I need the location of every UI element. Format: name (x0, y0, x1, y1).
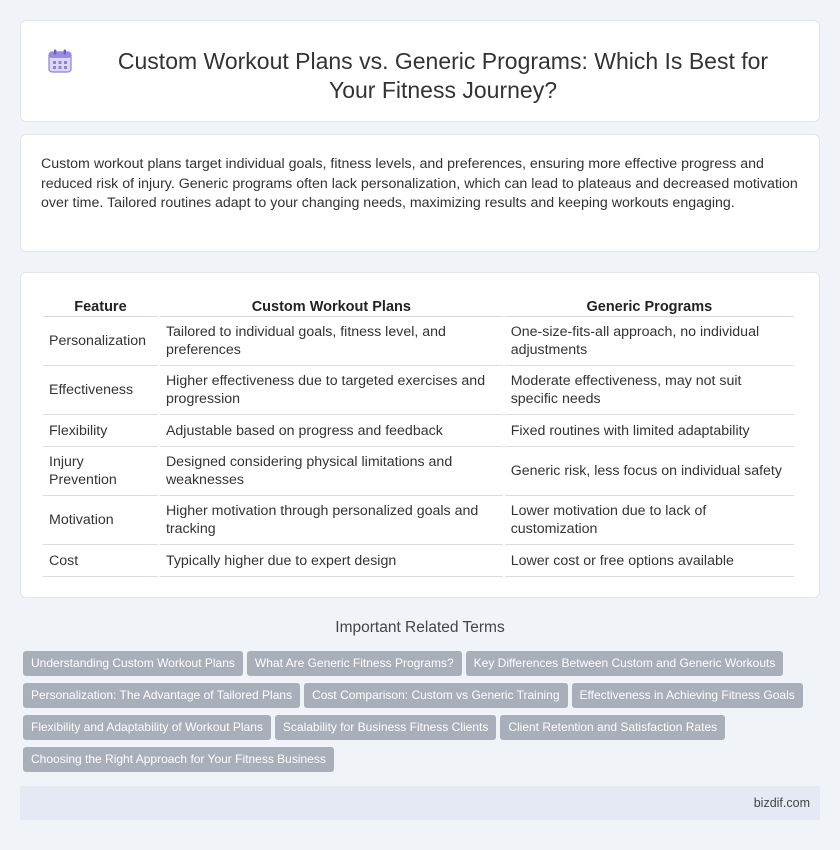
table-row (43, 415, 794, 447)
header-feature: Feature (43, 295, 158, 317)
header-custom: Custom Workout Plans (160, 295, 503, 317)
custom-cell: Tailored to individual goals, fitness level, and preferences (160, 317, 503, 366)
related-term-tag[interactable]: Client Retention and Satisfaction Rates (500, 715, 725, 740)
generic-cell: Fixed routines with limited adaptability (505, 415, 794, 447)
table-row (43, 545, 794, 577)
related-term-tag[interactable]: Key Differences Between Custom and Generic Workouts (466, 651, 784, 676)
intro-paragraph: Custom workout plans target individual goals, fitness levels, and preferences, ensuring more effective progress and reduced risk of injury. Generic programs often lack personalization, which can lead to plateaus and decreased motivation over time. Tailored routines adapt to your changing needs, maximizing results and keeping workouts engaging. (41, 156, 798, 211)
custom-cell: Higher effectiveness due to targeted exercises and progression (160, 366, 503, 415)
related-term-tag[interactable]: Scalability for Business Fitness Clients (275, 715, 496, 740)
related-terms-heading: Important Related Terms (335, 619, 505, 636)
custom-cell: Higher motivation through personalized goals and tracking (160, 496, 503, 545)
custom-cell: Typically higher due to expert design (160, 545, 503, 577)
table-row (43, 447, 794, 496)
table-header-row (43, 295, 794, 317)
related-term-tag[interactable]: Personalization: The Advantage of Tailored Plans (23, 683, 300, 708)
footer-site-link[interactable]: bizdif.com (753, 796, 810, 810)
feature-cell: Injury Prevention (43, 447, 158, 496)
comparison-table (41, 295, 796, 577)
custom-cell: Designed considering physical limitations and weaknesses (160, 447, 503, 496)
generic-cell: Moderate effectiveness, may not suit specific needs (505, 366, 794, 415)
generic-cell: One-size-fits-all approach, no individual adjustments (505, 317, 794, 366)
related-term-tag[interactable]: Flexibility and Adaptability of Workout Plans (23, 715, 271, 740)
related-term-tag[interactable]: Understanding Custom Workout Plans (23, 651, 243, 676)
related-term-tag[interactable]: Cost Comparison: Custom vs Generic Training (304, 683, 567, 708)
header-generic: Generic Programs (505, 295, 794, 317)
calendar-icon (47, 48, 73, 74)
generic-cell: Lower motivation due to lack of customization (505, 496, 794, 545)
related-term-tag[interactable]: Effectiveness in Achieving Fitness Goals (572, 683, 803, 708)
feature-cell: Cost (43, 545, 158, 577)
related-term-tag[interactable]: Choosing the Right Approach for Your Fitness Business (23, 747, 334, 772)
table-row (43, 496, 794, 545)
related-term-tag[interactable]: What Are Generic Fitness Programs? (247, 651, 462, 676)
related-terms-list (23, 651, 823, 779)
feature-cell: Effectiveness (43, 366, 158, 415)
footer (20, 786, 820, 820)
intro-card (20, 134, 820, 252)
generic-cell: Lower cost or free options available (505, 545, 794, 577)
page-title: Custom Workout Plans vs. Generic Programs: Which Is Best for Your Fitness Journey? (117, 48, 769, 103)
custom-cell: Adjustable based on progress and feedback (160, 415, 503, 447)
feature-cell: Personalization (43, 317, 158, 366)
feature-cell: Motivation (43, 496, 158, 545)
feature-cell: Flexibility (43, 415, 158, 447)
table-row (43, 317, 794, 366)
comparison-card (20, 272, 820, 598)
generic-cell: Generic risk, less focus on individual safety (505, 447, 794, 496)
header-card (20, 20, 820, 122)
table-row (43, 366, 794, 415)
